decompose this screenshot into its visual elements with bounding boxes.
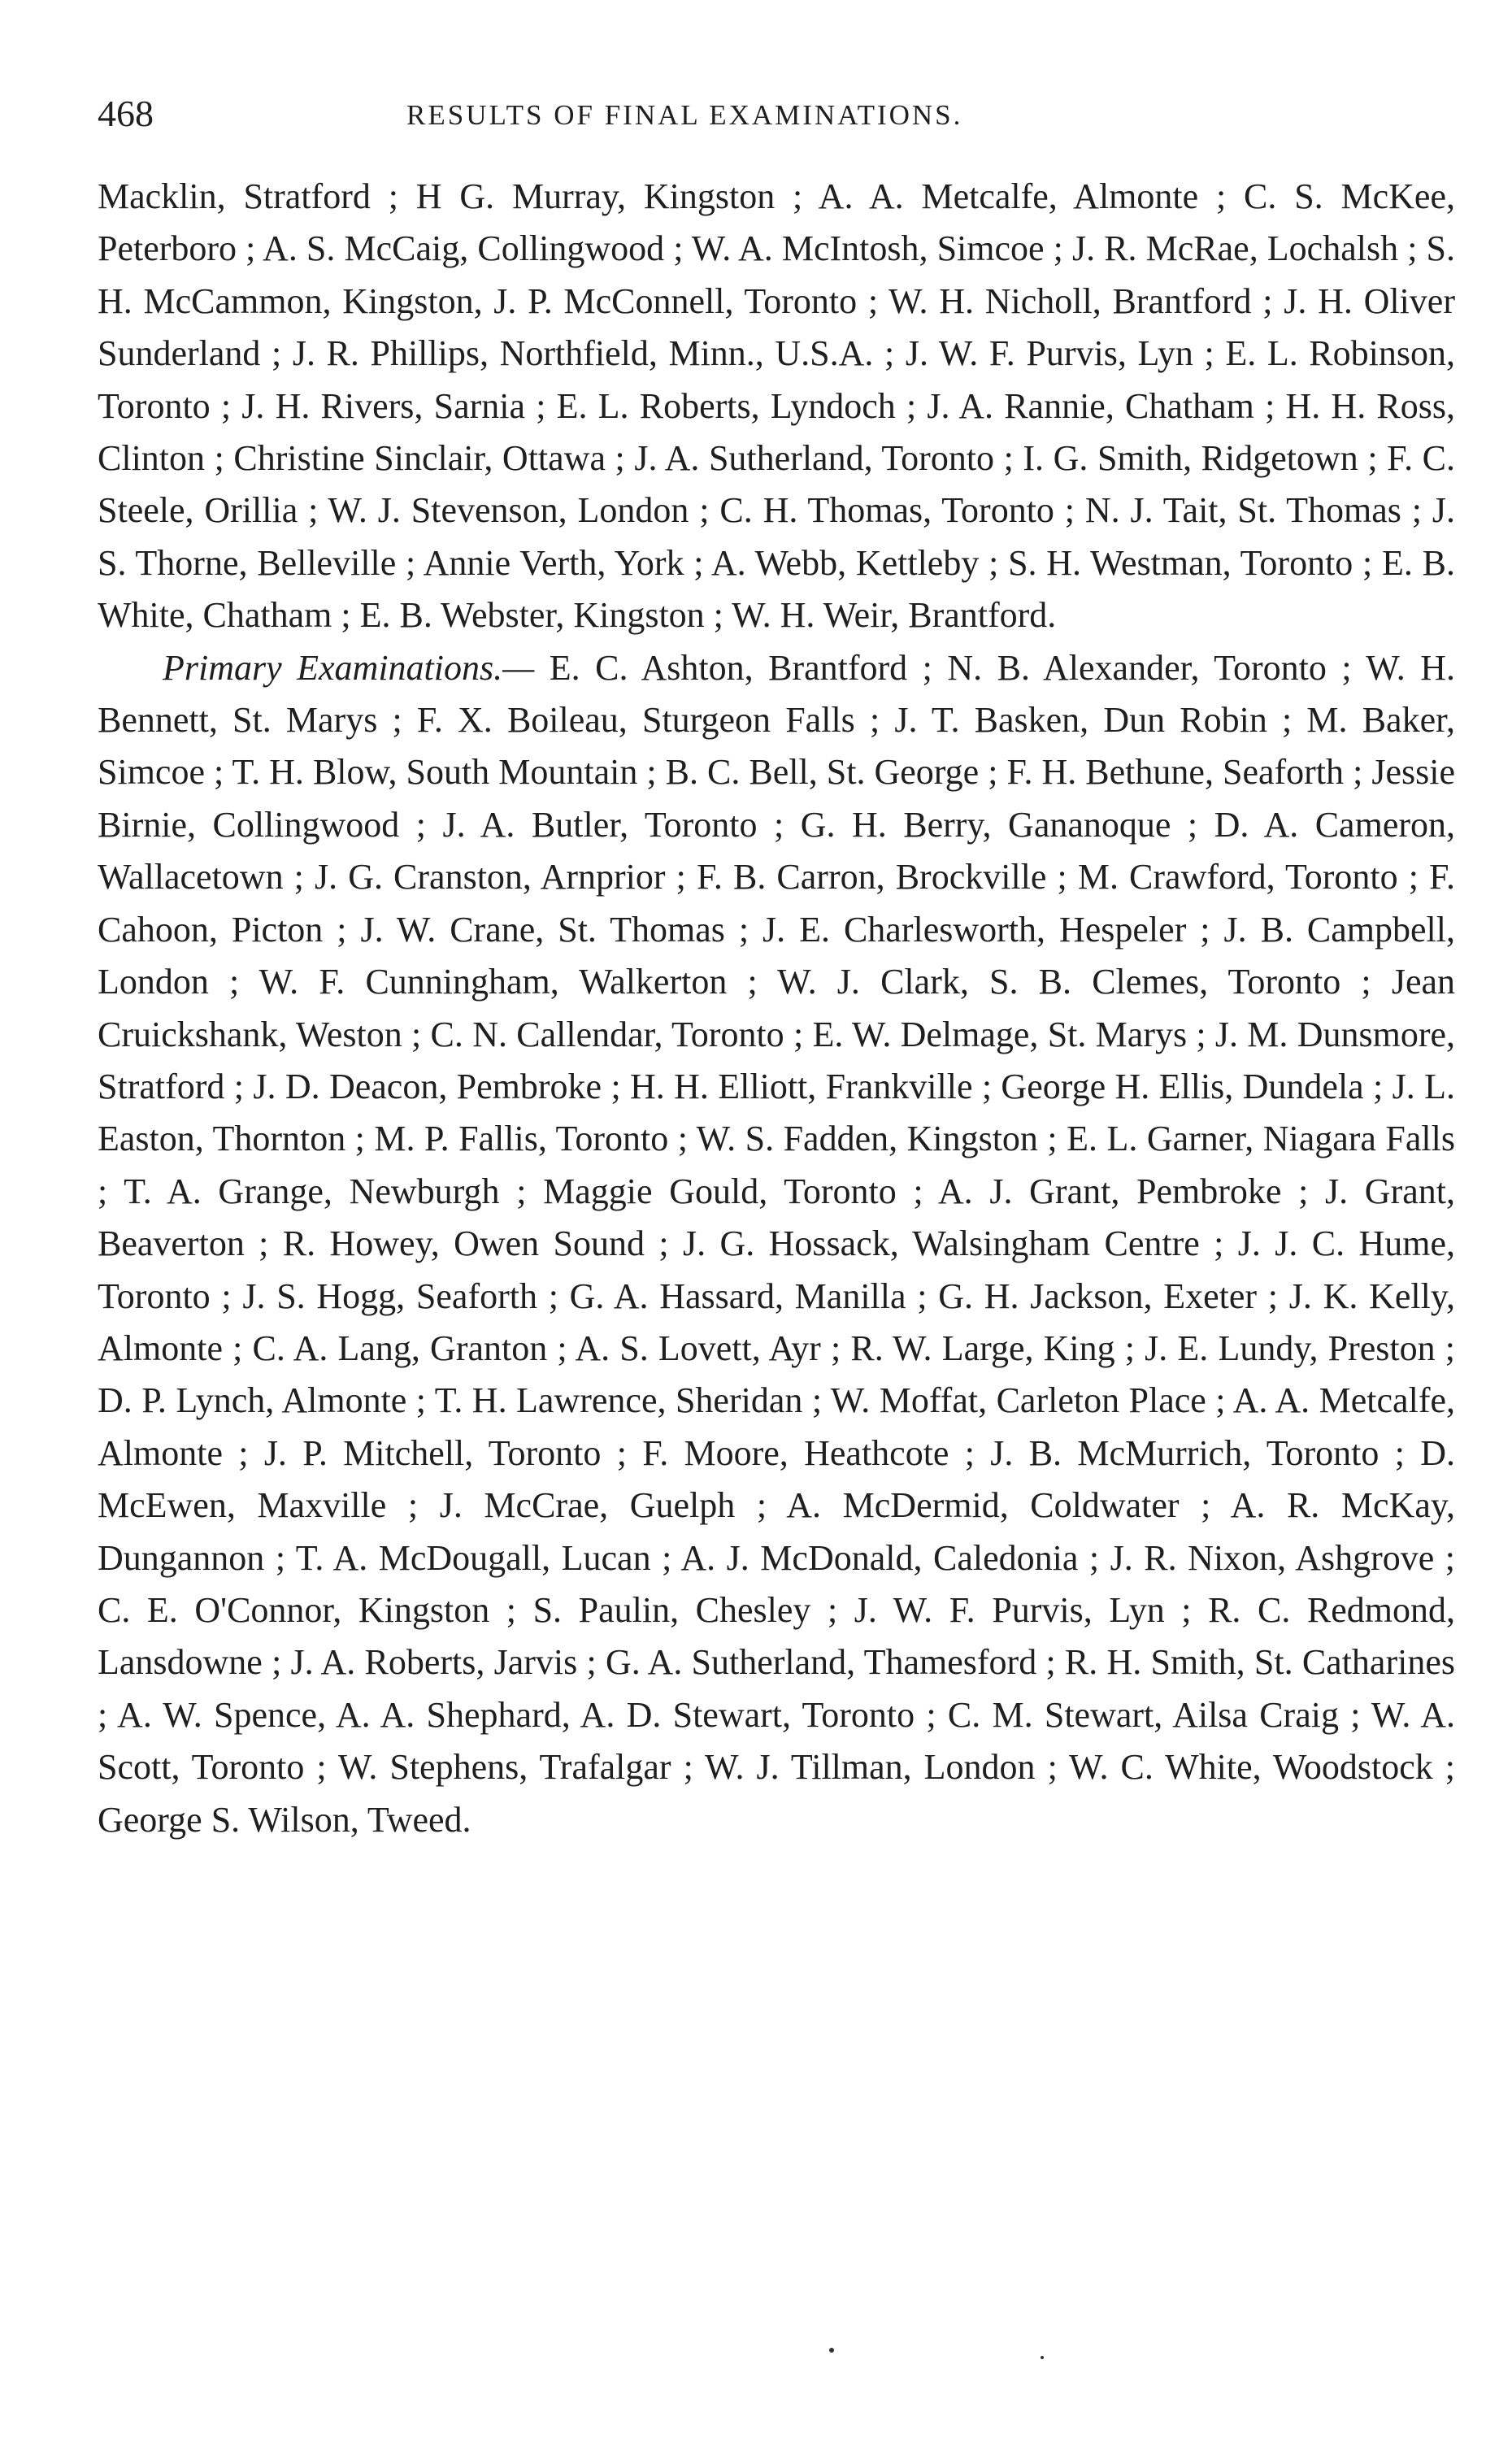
page-header <box>98 89 1455 138</box>
running-title: RESULTS OF FINAL EXAMINATIONS. <box>406 99 963 131</box>
ink-speck <box>829 2348 834 2353</box>
primary-examinations-list: E. C. Ashton, Brantford ; N. B. Alexander, Toronto ; W. H. Bennett, St. Marys ; F. X. Boileau, Sturgeon Falls ; J. T. Basken, Dun Robin ; M. Baker, Simcoe ; T. H. Blow, South Mountain ; B. C. Bell, St. George ; F. H. Bethune, Seaforth ; Jessie Birnie, Collingwood ; J. A. Butler, Toronto ; G. H. Berry, Gananoque ; D. A. Cameron, Wallacetown ; J. G. Cranston, Arnprior ; F. B. Carron, Brockville ; M. Crawford, Toronto ; F. Cahoon, Picton ; J. W. Crane, St. Thomas ; J. E. Charlesworth, Hespeler ; J. B. Campbell, London ; W. F. Cunningham, Walkerton ; W. J. Clark, S. B. Clemes, Toronto ; Jean Cruickshank, Weston ; C. N. Callendar, Toronto ; E. W. Delmage, St. Marys ; J. M. Dunsmore, Stratford ; J. D. Deacon, Pembroke ; H. H. Elliott, Frankville ; George H. Ellis, Dundela ; J. L. Easton, Thornton ; M. P. Fallis, Toronto ; W. S. Fadden, Kingston ; E. L. Garner, Niagara Falls ; T. A. Grange, Newburgh ; Maggie Gould, Toronto ; A. J. Grant, Pembroke ; J. Grant, Beaverton ; R. Howey, Owen Sound ; J. G. Hossack, Walsingham Centre ; J. J. C. Hume, Toronto ; J. S. Hogg, Seaforth ; G. A. Hassard, Manilla ; G. H. Jackson, Exeter ; J. K. Kelly, Almonte ; C. A. Lang, Granton ; A. S. Lovett, Ayr ; R. W. Large, King ; J. E. Lundy, Preston ; D. P. Lynch, Almonte ; T. H. Lawrence, Sheridan ; W. Moffat, Carleton Place ; A. A. Metcalfe, Almonte ; J. P. Mitchell, Toronto ; F. Moore, Heathcote ; J. B. McMurrich, Toronto ; D. McEwen, Maxville ; J. McCrae, Guelph ; A. McDermid, Coldwater ; A. R. McKay, Dungannon ; T. A. McDougall, Lucan ; A. J. McDonald, Caledonia ; J. R. Nixon, Ashgrove ; C. E. O'Connor, Kingston ; S. Paulin, Chesley ; J. W. F. Purvis, Lyn ; R. C. Redmond, Lansdowne ; J. A. Roberts, Jarvis ; G. A. Sutherland, Thamesford ; R. H. Smith, St. Catharines ; A. W. Spence, A. A. Shephard, A. D. Stewart, Toronto ; C. M. Stewart, Ailsa Craig ; W. A. Scott, Toronto ; W. Stephens, Trafalgar ; W. J. Tillman, London ; W. C. White, Woodstock ; George S. Wilson, Tweed. <box>98 647 1455 1840</box>
page-number: 468 <box>98 93 154 134</box>
document-page <box>98 89 1455 1846</box>
continued-results-paragraph: Macklin, Stratford ; H G. Murray, Kingston ; A. A. Metcalfe, Almonte ; C. S. McKee, Peterboro ; A. S. McCaig, Collingwood ; W. A. McIntosh, Simcoe ; J. R. McRae, Lochalsh ; S. H. McCammon, Kingston, J. P. McConnell, Toronto ; W. H. Nicholl, Brantford ; J. H. Oliver Sunderland ; J. R. Phillips, Northfield, Minn., U.S.A. ; J. W. F. Purvis, Lyn ; E. L. Robinson, Toronto ; J. H. Rivers, Sarnia ; E. L. Roberts, Lyndoch ; J. A. Rannie, Chatham ; H. H. Ross, Clinton ; Christine Sinclair, Ottawa ; J. A. Sutherland, Toronto ; I. G. Smith, Ridgetown ; F. C. Steele, Orillia ; W. J. Stevenson, London ; C. H. Thomas, Toronto ; N. J. Tait, St. Thomas ; J. S. Thorne, Belleville ; Annie Verth, York ; A. Webb, Kettleby ; S. H. Westman, Toronto ; E. B. White, Chatham ; E. B. Webster, Kingston ; W. H. Weir, Brantford. <box>98 176 1455 636</box>
primary-examinations-paragraph <box>98 642 1455 1846</box>
footer-specks <box>813 2341 1057 2366</box>
primary-examinations-heading: Primary Examinations.— <box>163 647 535 688</box>
ink-speck <box>1041 2356 1044 2359</box>
